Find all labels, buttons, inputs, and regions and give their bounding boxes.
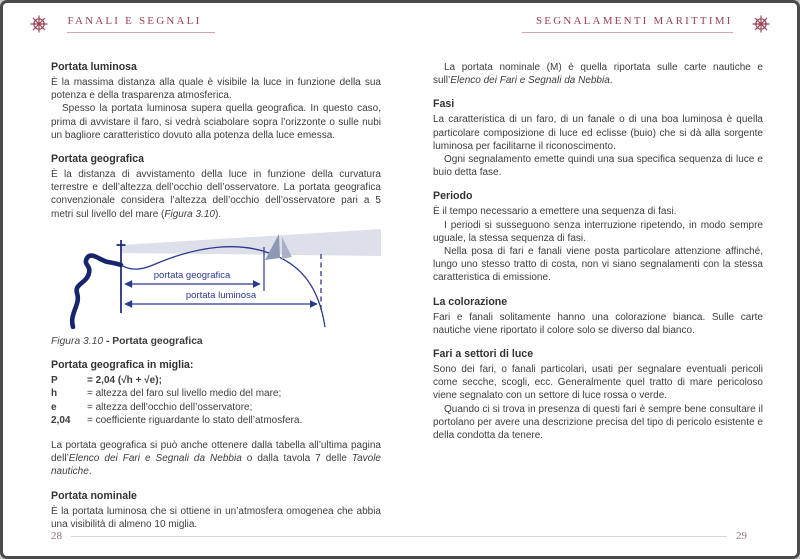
page-number-left: 28 <box>51 530 62 542</box>
figure-caption <box>51 335 381 348</box>
formula-list <box>51 374 381 427</box>
label-portata-geografica: portata geografica <box>153 269 231 281</box>
figure-caption-label: Figura 3.10 <box>51 336 104 348</box>
book-title-reference: Tavole nautiche <box>51 453 381 478</box>
paragraph <box>433 61 763 87</box>
paragraph-text: o dalla tavola 7 delle <box>241 453 352 465</box>
paragraph: Quando ci si trova in presenza di questi fari è sempre bene consultare il portolano per avere una descrizione precisa del tipo di pericolo esistente e della condotta da tenere. <box>433 403 763 442</box>
formula-row <box>51 374 381 387</box>
left-page-column <box>51 58 381 531</box>
footer <box>51 530 747 542</box>
paragraph: È la portata luminosa che si ottiene in un’atmosfera omogenea che abbia una visibilità di almeno 10 miglia. <box>51 505 381 530</box>
paragraph-text: ). <box>214 208 222 220</box>
chapter-title-right: SEGNALAMENTI MARITTIMI <box>522 15 733 33</box>
paragraph: Spesso la portata luminosa supera quella geografica. In questo caso, prima di avvistare il faro, si vedrà sciabolare sopra l’orizzonte o sulle nubi un bagliore caratteristico dovuto alla potenza della luce emessa. <box>51 103 381 141</box>
page-number-right: 29 <box>736 530 747 542</box>
section-heading-portata-geografica: Portata geografica <box>51 153 145 166</box>
figure-3-10-diagram <box>51 229 381 329</box>
section-heading-la-colorazione: La colorazione <box>433 295 508 308</box>
book-title-reference: Elenco dei Fari e Segnali da Nebbia <box>68 453 242 465</box>
formula-term: P <box>51 375 58 387</box>
chapter-title-left: FANALI E SEGNALI <box>67 15 215 33</box>
book-title-reference: Elenco dei Fari e Segnali da Nebbia <box>450 75 610 87</box>
earth-curvature-arc <box>121 247 325 327</box>
formula-definition: = altezza dell’occhio dell’osservatore; <box>87 401 253 413</box>
figure-reference: Figura 3.10 <box>164 208 215 220</box>
paragraph <box>51 439 381 479</box>
figure-caption-separator: - <box>103 336 113 348</box>
formula-term: e <box>51 401 57 413</box>
formula-definition: = 2,04 (√h + √e); <box>87 375 162 387</box>
section-heading-portata-luminosa: Portata luminosa <box>51 61 137 73</box>
formula-term: h <box>51 388 58 400</box>
running-head-left <box>29 14 215 40</box>
paragraph-text: La portata nominale (M) è quella riportata sulle carte nautiche e sull’ <box>433 62 763 87</box>
paragraph: La caratteristica di un faro, di un fanale o di una boa luminosa è quella particolare composizione di luce ed eclisse (buio) che si dà alla sorgente luminosa per facilitarne il riconoscimento. <box>433 114 763 152</box>
formula-row <box>51 401 381 414</box>
coastline <box>72 255 121 326</box>
label-portata-luminosa: portata luminosa <box>185 289 257 301</box>
formula-definition: = coefficiente riguardante lo stato dell’atmosfera. <box>87 414 303 426</box>
paragraph: Ogni segnalamento emette quindi una sua specifica sequenza di luce e buio detta fase. <box>433 154 763 179</box>
light-beam <box>121 229 381 256</box>
formula-definition: = altezza del faro sul livello medio del mare; <box>87 388 282 400</box>
running-head-right <box>522 14 771 40</box>
ships-wheel-icon <box>751 14 771 34</box>
paragraph-text: È la distanza di avvistamento della luce in funzione della curvatura terrestre e dell’altezza dell’occhio dell’osservatore. La portata geografica convenzionale considera l’altezza dell’occhio dell’osservatore pari a 5 metri sul livello del mare ( <box>51 169 381 220</box>
section-heading-fasi: Fasi <box>433 98 455 111</box>
ships-wheel-icon <box>29 14 49 34</box>
paragraph-text: . <box>88 466 92 478</box>
formula-row <box>51 387 381 400</box>
formula-term: 2,04 <box>51 414 71 426</box>
section-heading-fari-a-settori: Fari a settori di luce <box>433 348 534 361</box>
paragraph: Nella posa di fari e fanali viene posta particolare attenzione affinché, lungo uno stesso tratto di costa, non vi siano segnalamenti con la stessa caratteristica di emissione. <box>433 246 763 284</box>
paragraph-text: . <box>609 75 613 87</box>
formula-row <box>51 414 381 427</box>
paragraph: È il tempo necessario a emettere una sequenza di fasi. <box>433 206 677 218</box>
section-heading-portata-in-miglia: Portata geografica in miglia: <box>51 359 194 372</box>
paragraph <box>51 168 381 221</box>
figure-caption-title: Portata geografica <box>112 336 203 348</box>
paragraph: È la massima distanza alla quale è visibile la luce in funzione della sua potenza e della trasparenza atmosferica. <box>51 77 381 102</box>
paragraph: I periodi si susseguono senza interruzione ripetendo, in modo sempre uguale, la stessa sequenza di fasi. <box>433 219 763 244</box>
paragraph: Sono dei fari, o fanali particolari, usati per segnalare eventuali pericoli come secche, scogli, ecc. Generalmente quel tratto di mare pericoloso viene segnalato con un settore di luce rossa o verde. <box>433 364 763 402</box>
right-page-column <box>433 58 763 442</box>
footer-rule <box>71 536 727 537</box>
section-heading-portata-nominale: Portata nominale <box>51 489 137 502</box>
section-heading-periodo: Periodo <box>433 190 473 203</box>
paragraph: Fari e fanali solitamente hanno una colorazione bianca. Sulle carte nautiche viene riportato il colore solo se diverso dal bianco. <box>433 311 763 336</box>
paragraph-text: La portata geografica si può anche ottenere dalla tabella all’ultima pagina dell’ <box>51 440 381 465</box>
